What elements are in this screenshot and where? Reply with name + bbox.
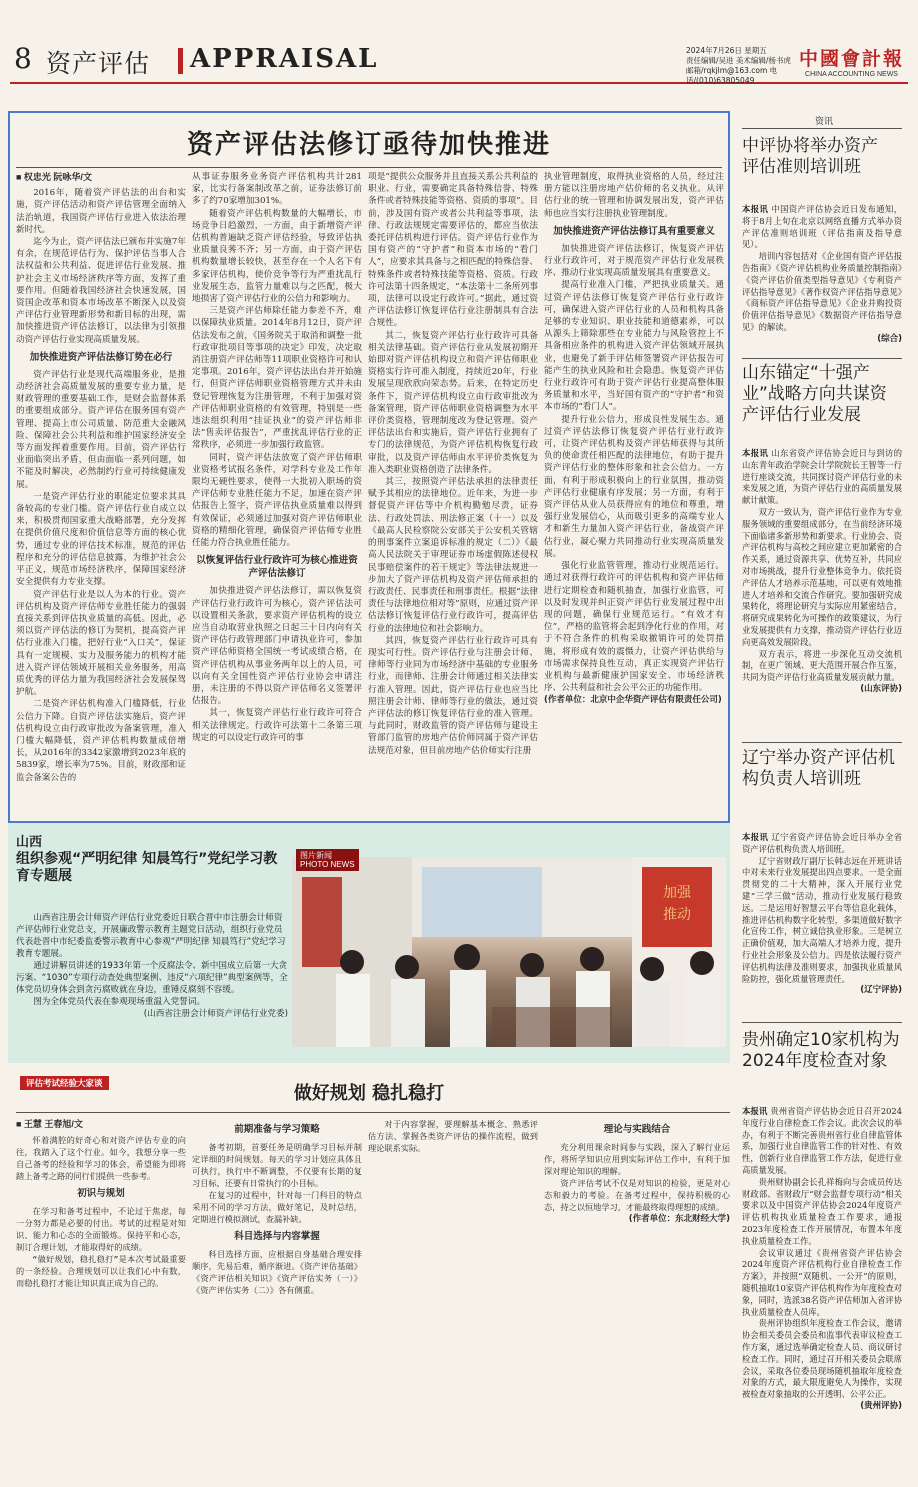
paragraph: 其三，按照资产评估法承担的法律责任赋予其相应的法律地位。近年来，为进一步督促资产评估等中介机构勤勉尽责，证券法、行政处罚法、刑法修正案（十一）以及《最高人民检察院公安部关于公安机关管辖的刑事案件立案追诉标准的规定（二）》《最高人民法院关于审理证券市场虚假陈述侵权民事赔偿案件的若干规定》等法律法规进一步加大了资产评估机构及资产评估师承担的行政责任、民事责任和刑事责任。根据“法律责任与法律地位相对等”原则，应通过资产评估法修订恢复评估行业行政许可，提高评估行业的法律地位和社会影响力。	[368, 477, 538, 634]
divider	[742, 358, 902, 359]
logo-en: CHINA ACCOUNTING NEWS	[805, 71, 898, 78]
photo-headline: 组织参观“严明纪律 知晨笃行”党纪学习教育专题展	[16, 851, 278, 884]
paragraph: 在复习的过程中，针对每一门科目的特点采用不同的学习方法，做好笔记，及时总结，定期进行模拟测试，查漏补缺。	[192, 1190, 362, 1224]
photo-text	[16, 912, 288, 1020]
paragraph: 资产评估行业是以人为本的行业。资产评估机构及资产评估师专业胜任能力的强弱直接关系到评估执业质量的高低。因此，必须以资产评估法的修订为契机，提高资产评估行业准入门槛，把好行业“入口关”，保证具有一定规模、实力及服务能力的机构才能进入资产评估领域开展相关业务服务，用高质优秀的评估力量为我国经济社会发展保驾护航。	[16, 589, 186, 698]
subheading: 前期准备与学习策略	[234, 1124, 320, 1135]
paragraph: 怀着满腔的好奇心和对资产评估专业的向往，我踏入了这个行业。如今，我想分享一些自己备考的经验和学习的体会，希望能为即将踏上备考之路的同行们提供一些参考。	[16, 1135, 186, 1181]
photo-label-cn: 图片新闻	[300, 851, 332, 860]
photo-news-label	[296, 849, 359, 871]
paragraph: 提高行业准入门槛，严把执业质量关。通过资产评估法修订恢复资产评估行业行政许可，确保进入资产评估行业的人员和机构具备足够的专业知识、职业技能和道德素养，可以从源头上筛除那些在专业能力与风险管控上不具备相应条件的机构进入资产评估领域开展执业，也避免了新手评估师签署资产评估报告可能产生的执业风险和社会隐患。恢复资产评估行业行政许可有助于资产评估行业提高整体服务质量和水平，当好国有资产的“守护者”和资本市场的“看门人”。	[544, 280, 724, 413]
paragraph: 充分利用课余时间参与实践，深入了解行业运作，将所学知识应用到实际评估工作中，有利于加深对理论知识的理解。	[544, 1142, 730, 1176]
contact: 邮箱/rqkjlm@163.com 电话/(010)63805049	[686, 66, 778, 85]
news-tag: 资讯	[815, 117, 834, 127]
news-lead: 本报讯	[742, 1106, 768, 1116]
paragraph: 同时，资产评估法放宽了资产评估师职业资格考试报名条件，对学科专业及工作年限均无硬性要求，使得一大批初入职场的资产评估师专业胜任能力不足，加速在资产评估报告上签字，资产评估执业质量难以得到有效保证，必须通过加强对资产评估师职业资格的精细化管理，确保资产评估师专业胜任能力符合执业胜任能力。	[192, 452, 362, 549]
news-text: 贵州省资产评估协会近日召开2024年度行业自律检查工作会议。此次会议的举办，有利于不断完善贵州省行业自律监管体系，加强行业自律监管工作的针对性、有效性，创新行业自律监管工作方法，促进行业高质量发展。	[742, 1106, 902, 1175]
paragraph: 其四，恢复资产评估行业行政许可具有现实可行性。资产评估行业与注册会计师、律师等行业同为市场经济中基础的专业服务行业，而律师、注册会计师通过相关法律实行准入管理。因此，资产评估行业也应当比照注册会计师、律师等行业的做法，通过资产评估法的修订恢复评估行业的准入管理。与此同时，财政监管的资产评估师与建设主管部门监管的房地产估价师同属于资产评估法规范对象，但目前房地产估价师实行注册	[368, 635, 538, 756]
logo-cn: 中國會計報	[798, 48, 904, 70]
paragraph: 提升行业公信力，形成良性发展生态。通过资产评估法修订恢复资产评估行业行政许可，让资产评估机构及资产评估师获得与其所负的使命责任相匹配的法律地位，有助于提升资产评估行业的整体形象和社会公信力。一方面，有利于形成积极向上的行业氛围，推动资产评估行业健康有序发展；另一方面，有利于资产评估从业人员获得应有的地位和尊重，增强行业发展信心，从而吸引更多的高端专业人才和新生力量加入资产评估行业，备战资产评估行业，凝心聚力共同推动行业实现高质量发展。	[544, 414, 724, 559]
news-source: (综合)	[877, 333, 902, 344]
news-title: 辽宁举办资产评估机构负责人培训班	[742, 748, 895, 789]
paragraph: 资产评估考试不仅是对知识的检验，更是对心态和毅力的考验。在备考过程中，保持积极的心态，持之以恒地学习，才能最终取得理想的成绩。	[544, 1178, 730, 1212]
paragraph: 通过讲解员讲述的1933年第一个反腐法令、新中国成立后第一大贪污案、“1030”专项行动查处典型案例、违反“六项纪律”典型案例等，全体党员切身体会到贪污腐败就在身边，重锤反腐刻不容缓。	[16, 961, 288, 995]
divider	[742, 1022, 902, 1023]
editors: 责任编辑/吴进 美术编辑/杨书虎	[686, 56, 791, 65]
bottom-column-2	[192, 1118, 362, 1480]
paragraph: 对于内容掌握，要理解基本概念、熟悉评估方法、掌握各类资产评估的操作流程，做到理论联系实际。	[368, 1119, 538, 1153]
news-lead: 本报讯	[742, 204, 769, 214]
paragraph: 加快推进资产评估法修订，需以恢复资产评估行业行政许可为核心，资产评估法可以设置相关条款，要求资产评估机构的设立应当自动取营业执照之日起三十日内向有关资产评估行政管理部门申请执业许可，参加资产评估师资格全国统一考试成绩合格，在资产评估机构从事业务两年以上的人员，可以向有关全国性资产评估行业协会申请注册，未注册的不得以资产评估师名义签署评估报告。	[192, 586, 362, 707]
news-lead: 本报讯	[742, 832, 769, 842]
photo-label-en: PHOTO NEWS	[300, 860, 355, 869]
news-body	[742, 832, 902, 1017]
paragraph: 二是资产评估机构准入门槛降低，行业公信力下降。自资产评估法实施后，资产评估机构设立由行政审批改为备案管理，准入门槛大幅降低，资产评估机构数量成倍增长，从2016年的3342家激增到2023年底的5839家，增长率为75%。目前，财政部和证监会备案公告的	[16, 699, 186, 783]
news-photo	[292, 857, 726, 1047]
paragraph: 科目选择方面，应根据自身基础合理安排顺序，先易后难，循序渐进。《资产评估基础》《资产评估相关知识》《资产评估实务（一）》《资产评估实务（二）》各有侧重。	[192, 1249, 362, 1295]
article-column-2	[192, 171, 362, 821]
paragraph: 迄今为止，资产评估法已颁布并实施7年有余，在规范评估行为、保护评估当事人合法权益和公共利益、促进评估行业发展、推护社会主义市场经济秩序等方面，发挥了重要作用。但随着我国经济社会快速发展，国资国企改革和资本市场改革不断深入以及资产评估行业管理新形势和新目标的出现，需加快推进资产评估法修订，以法律为引领推动资产评估行业实现高质量发展。	[16, 237, 186, 345]
issue-date: 2024年7月26日 星期五	[686, 46, 767, 55]
paragraph: 山西省注册会计师资产评估行业党委近日联合晋中市注册会计师资产评估师行业党总支，开展廉政警示教育主题党日活动，组织行业党员代表赴晋中市纪委监委警示教育中心参观“严明纪律 知晨笃行”党纪学习教育专题展。	[16, 913, 286, 959]
paragraph: 从事证券服务业务资产评估机构共计281家，比实行备案制改革之前，证券法修订前多了约70家增加301%。	[192, 172, 362, 207]
paragraph: 随着资产评估机构数量的大幅增长，市场竞争日趋激烈，一方面，由于新增资产评估机构普遍缺乏资产评估经验，导致评估执业质量良莠不齐；另一方面，由于资产评估机构数量增长较快，甚至存在一个人名下有多家评估机构，使价竞争等行为严重扰乱行业发展生态，监管力量难以与之匹配，极大地损害了资产评估行业的公信力和影响力。	[192, 208, 362, 305]
divider	[742, 742, 902, 743]
news-text: 山东省资产评估协会近日与到访的山东青年政治学院会计学院院长王智等一行进行座谈交流，共同探讨资产评估行业的未来发展之道，为资产评估行业的高质量发展献计献策。	[742, 448, 902, 506]
newspaper-logo	[799, 44, 904, 78]
paragraph: 加快推进资产评估法修订，恢复资产评估行业行政许可，对于规范资产评估行业发展秩序、推动行业实现高质量发展具有重要意义。	[544, 243, 724, 279]
photo-region: 山西	[16, 835, 43, 850]
divider	[742, 128, 902, 129]
news-text: 辽宁省财政厅副厅长韩志远在开班讲话中对未来行业发展提出四点要求。一是全面贯彻党的二十大精神，深入开展行业党建“三学三做”活动，推动行业发展行稳致远。二是运用好智慧云平台等信息化载体，推进评估机构数字化转型，多渠道做好数字化宣传工作，树立诚信执业形象。三是树立正确价值观，加大高端人才培养力度，提升行业社会形象及公信力。四是依法履行资产评估机构法律及准则要求，加强执业质量风险防控，强化质量管理责任。	[742, 855, 902, 984]
subheading: 加快推进资产评估法修订具有重要意义	[553, 225, 715, 237]
news-title: 山东锚定“十强产业”战略方向共谋资产评估行业发展	[742, 363, 887, 425]
news-text: 贵州评协组织年度检查工作会议，邀请协会相关委员会委员和监事代表审议检查工作方案，通过选举确定检查人员、商议研讨检查工作。同时，通过召开相关委员会联席会议，采取各位委员现场随机抽取年度检查对象的方式，最大限度避免人为操作，实现被检查对象抽取的公开透明、公平公正。	[742, 1318, 902, 1400]
paragraph: 一是资产评估行业的职能定位要求其具备较高的专业门槛。资产评估行业自成立以来，积极贯彻国家重大战略部署，充分发挥在提供价值尺度和价值信息等方面的核心优势，通过专业的评估技术标准，规范的评估程序和充分的评估信息披露，为维护社会公平正义，规范市场经济秩序，保障国家经济安全提供有力专业支撑。	[16, 491, 186, 588]
news-text: 辽宁省资产评估协会近日举办全省资产评估机构负责人培训班。	[742, 832, 902, 854]
news-lead: 本报讯	[742, 448, 769, 458]
page-number: 8	[14, 42, 32, 75]
bottom-column-3	[368, 1118, 538, 1480]
news-body	[742, 448, 902, 738]
news-source: (贵州评协)	[860, 1400, 902, 1411]
divider	[16, 1112, 730, 1113]
paragraph: 在学习和备考过程中，不论过于焦虑，每一分努力都是必要的付出。考试的过程是对知识、能力和心态的全面锻炼。保持平和心态，制订合理计划，才能取得好的成绩。	[16, 1206, 186, 1252]
wall-slogan: 加强	[663, 885, 691, 901]
paragraph: 执业管理制度，取得执业资格的人员，经过注册方能以注册房地产估价师的名义执业。从评估行业的统一管理和协调发展出发，资产评估师也应当实行注册执业管理制度。	[544, 172, 724, 219]
author-unit: (作者单位：东北财经大学)	[628, 1214, 730, 1224]
news-text: 会议审议通过《贵州省资产评估协会2024年度资产评估机构行业自律检查工作方案》，并按照“双随机、一公开”的原则，随机抽取10家资产评估机构作为年度检查对象，同时，选派38名资产评估师加入省评协执业质量检查人员库。	[742, 1247, 902, 1317]
wall-slogan: 推动	[663, 907, 691, 923]
article-column-3	[368, 171, 538, 821]
paragraph: 其二，恢复资产评估行业行政许可具备相关法律基础。资产评估行业从发展初期开始即对资产评估机构设立和资产评估师职业资格实行许可准入制度，持续近20年，行业发展呈现欣欣向荣态势。后来，在特定历史条件下，资产评估机构设立由行政审批改为备案管理，资产评估师职业资格调整为水平评价类资格，管理制度改为登记管理。资产评估法出台和实施后，资产评估行业拥有了专门的法律规范，为资产评估机构恢复行政审批，以及资产评估师由水平评价类恢复为准入类职业资格创造了法律条件。	[368, 330, 538, 475]
bottom-column-1	[16, 1118, 186, 1480]
column-tag: 评估考试经验大家谈	[20, 1076, 109, 1090]
main-headline: 资产评估法修订亟待加快推进	[186, 130, 551, 160]
news-text: 双方一致认为，资产评估行业作为专业服务领域的重要组成部分，在当前经济环境下面临诸多新形势和新要求。行业协会、资产评估机构与高校之间应建立更加紧密的合作关系，通过资源共享、优势互补，共同应对市场挑战，提升行业整体竞争力。依托资产评估人才培养示范基地，可以更有效地推进人才培养和交流合作研究。要加强研究成果转化，将理论研究与实际应用紧密结合，将研究成果转化为可操作的政策建议，为行业发展提供有力支撑，推动资产评估行业迈向更高效发展阶段。	[742, 506, 902, 647]
subheading: 加快推进资产评估法修订势在必行	[29, 351, 173, 363]
paragraph: 三是资产评估师除任能力参差不齐，难以保障执业质量。2014年8月12日，资产评估法发布之前，《国务院关于取消和调整一批行政审批项目等事项的决定》印发，决定取消注册资产评估师等11项职业资格许可和认定事项。2016年，资产评估法出台并开始施行，但资产评估师职业资格管理方式并未由登记管理恢复为注册管理，不利于加强对资产评估师职业资格的有效管理，特别是一些违法组织利用“挂证执业”的资产评估师非法“售卖评估报告”，严重扰乱评估行业的正常秩序，必须进一步加强行政监管。	[192, 306, 362, 451]
paragraph: 图为全体党员代表在参观现场重温入党誓词。	[33, 997, 206, 1007]
photo-source: (山西省注册会计师资产评估行业党委)	[143, 1009, 288, 1019]
divider	[16, 167, 722, 168]
article-column-1	[16, 171, 186, 821]
news-body	[742, 1106, 902, 1476]
paragraph: 备考初期，首要任务是明确学习目标并制定详细的时间规划。每天的学习计划应具体且可执行，执行中不断调整，不仅要有长期的复习目标，还要有日常执行的小目标。	[192, 1142, 362, 1188]
bottom-column-4	[544, 1118, 730, 1480]
subheading: 以恢复评估行业行政许可为核心推进资产评估法修订	[196, 555, 358, 580]
bottom-headline: 做好规划 稳扎稳打	[293, 1083, 445, 1104]
news-body	[742, 204, 902, 354]
news-text: 双方表示，将进一步深化互动交流机制，在更广领域、更大范围开展合作互鉴，共同为资产评估行业高质量发展贡献力量。	[742, 648, 902, 683]
subheading: 科目选择与内容掌握	[234, 1231, 320, 1242]
subheading: 初识与规划	[77, 1188, 125, 1199]
paragraph: “做好规划，稳扎稳打”是本次考试最重要的一条经验。合理规划可以让我们心中有数，而稳扎稳打才能让知识真正成为自己的。	[16, 1254, 186, 1288]
section-title: 资产评估	[46, 49, 151, 78]
news-source: (辽宁评协)	[860, 985, 902, 996]
section-title-en: APPRAISAL	[190, 44, 379, 74]
news-text: 中国资产评估协会近日发布通知，将于8月上旬在北京以网络直播方式举办资产评估准则培训班（评估指南及指导意见）。	[742, 204, 902, 250]
news-title: 贵州确定10家机构为2024年度检查对象	[742, 1030, 900, 1071]
paragraph: 资产评估行业是现代高端服务业，是推动经济社会高质量发展的重要专业力量，是财政管理的重要基础工作，是财会监督体系的重要组成部分。资产评估在服务国有资产管理、提高上市公司质量、防范重大金融风险、保障社会公共利益和维护国家经济安全等方面发挥着重要作用。目前，资产评估行业面临突出矛盾，但由面临一系列问题，如不能及时解决，必然制约行业可持续健康发展。	[16, 369, 186, 490]
byline: ■ 权忠光 阮咏华/文	[16, 172, 92, 182]
byline: ■ 王慧 王春旭/文	[16, 1119, 83, 1129]
subheading: 理论与实践结合	[603, 1124, 671, 1135]
news-source: (山东评协)	[860, 683, 902, 694]
news-title: 中评协将举办资产评估准则培训班	[742, 136, 878, 177]
page-header	[10, 38, 908, 84]
author-unit: (作者单位：北京中企华资产评估有限责任公司)	[544, 695, 722, 706]
news-text: 贵州财协副会长孔祥梅向与会成员传达财政部、省财政厅“财会监督专项行动”相关要求以及中国资产评估协会2024年度资产评估机构执业质量检查工作要求，通报2023年度检查工作开展情况，布置本年度执业质量检查工作。	[742, 1176, 902, 1246]
article-column-4	[544, 171, 724, 821]
paragraph: 其一，恢复资产评估行业行政许可符合相关法律规定。行政许可法第十二条第三项规定的可以设定行政许可的事	[192, 708, 362, 743]
news-text: 培训内容包括对《企业国有资产评估报告指南》《资产评估机构业务质量控制指南》《资产评估价值类型指导意见》《专利资产评估指导意见》《著作权资产评估指导意见》《商标资产评估指导意见》《企业并购投资价值评估指导意见》《数据资产评估指导意见》的解读。	[742, 251, 902, 332]
photo-illustration	[292, 857, 726, 1047]
header-divider	[178, 48, 183, 74]
paragraph: 2016年，随着资产评估法的出台和实施，资产评估活动和资产评估管理全面纳入法治轨道，我国资产评估行业进入依法治理新时代。	[16, 188, 186, 235]
paragraph: 强化行业监管管理，推动行业规范运行。通过对获得行政许可的评估机构和资产评估师进行定期检查和随机抽查，加强行业监管，可以及时发现并纠正资产评估行业发展过程中出现的问题，确保行业规范运行。“有效才有位”，严格的监管将会起到净化行业的作用，对于不符合条件的机构采取撤销许可的处罚措施，将形成有效的震慑力，让资产评估供给与市场需求保持良性互动，真正实现资产评估行业机构与最新健康护国家安全、市场经济秩序、公共利益和社会公平公正的功能作用。	[544, 561, 724, 694]
paragraph: 项是“提供公众服务并且直接关系公共利益的职业、行业，需要确定具备特殊信誉、特殊条件或者特殊技能等资格、资质的事项”。目前，涉及国有资产或者公共利益等事项，法律、行政法规规定需要评估的，都应当依法委托评估机构进行评估。资产评估行业作为国有资产的“守护者”和资本市场的“看门人”，应要求其具备与之相匹配的特殊信誉、特殊条件或者特殊技能等资格、资质。行政许可法第十四条规定，“本法第十二条所列事项，法律可以设定行政许可。”据此，通过资产评估法修订恢复评估行业注册制具有合法合规性。	[368, 172, 538, 329]
